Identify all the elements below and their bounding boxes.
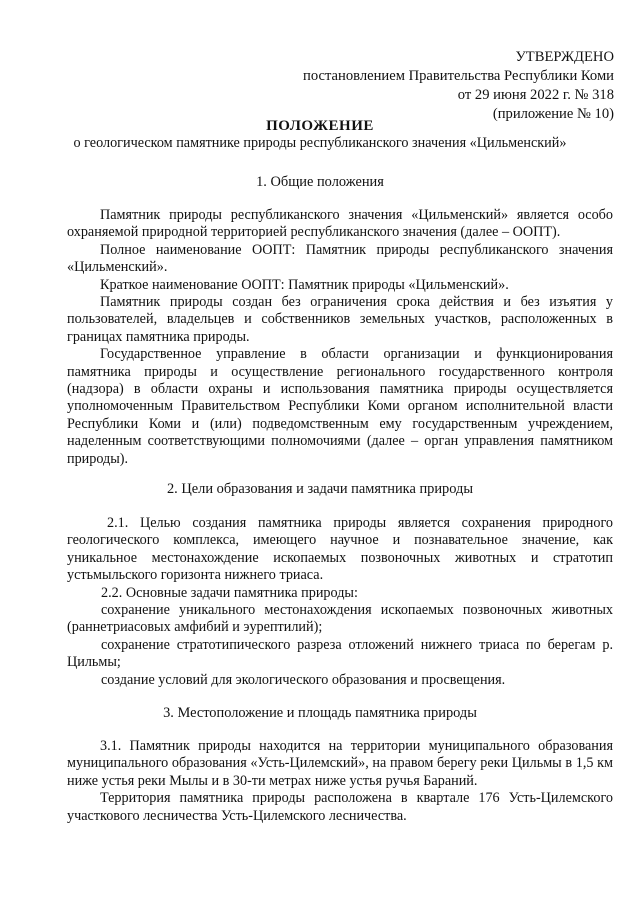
section-1-heading: 1. Общие положения (256, 174, 384, 190)
paragraph: Территория памятника природы расположена в квартале 176 Усть-Цилемского участкового лесничества Усть-Цилемского лесничества. (67, 790, 613, 824)
approval-stamp (254, 48, 614, 124)
paragraph: Памятник природы республиканского значения «Цильменский» является особо охраняемой природной территорией республиканского значения (далее – ООПТ). (67, 207, 613, 241)
section-3-body (67, 738, 613, 825)
paragraph: сохранение стратотипического разреза отложений нижнего триаса по берегам р. Цильмы; (67, 636, 613, 671)
approval-line-appendix: (приложение № 10) (492, 106, 614, 122)
paragraph: 2.1. Целью создания памятника природы является сохранения природного геологического комплекса, имеющего научное и познавательное значение, как уникальное местонахождение ископаемых позвоночных животных и стратотип устьмыльского горизонта нижнего триаса. (67, 515, 613, 584)
document-subtitle: о геологическом памятнике природы республиканского значения «Цильменский» (73, 135, 567, 151)
section-1-body (67, 207, 613, 468)
paragraph: 3.1. Памятник природы находится на территории муниципального образования муниципального образования «Усть-Цилемский», на правом берегу реки Цильмы в 1,5 км ниже устья реки Мылы и в 30-ти метрах ниже устья ручья Бараний. (67, 738, 613, 789)
paragraph: создание условий для экологического образования и просвещения. (101, 671, 506, 688)
paragraph: 2.2. Основные задачи памятника природы: (101, 584, 358, 601)
section-2-heading: 2. Цели образования и задачи памятника природы (166, 481, 474, 497)
approval-line-date: от 29 июня 2022 г. № 318 (457, 87, 614, 103)
approval-line-resolution: постановлением Правительства Республики Коми (303, 68, 614, 84)
paragraph: Полное наименование ООПТ: Памятник природы республиканского значения «Цильменский». (67, 241, 613, 276)
section-2-body (67, 515, 613, 689)
paragraph: сохранение уникального местонахождения ископаемых позвоночных животных (раннетриасовых амфибий и эурептилий); (67, 602, 613, 636)
paragraph: Государственное управление в области организации и функционирования памятника природы и осуществление регионального государственного контроля (надзора) в области охраны и использования памятника природы осуществляется уполномоченным Правительством Республики Коми органом исполнительной власти Республики Коми и (или) подведомственным ему государственным учреждением, наделенным соответствующими полномочиями (далее – орган управления памятником природы). (67, 346, 613, 467)
paragraph: Краткое наименование ООПТ: Памятник природы «Цильменский». (100, 276, 509, 293)
approval-line-approved: УТВЕРЖДЕНО (515, 49, 614, 65)
paragraph: Памятник природы создан без ограничения срока действия и без изъятия у пользователей, владельцев и собственников земельных участков, расположенных в границах памятника природы. (67, 294, 613, 345)
section-3-heading: 3. Местоположение и площадь памятника природы (163, 705, 477, 721)
document-title: ПОЛОЖЕНИЕ (266, 118, 374, 134)
